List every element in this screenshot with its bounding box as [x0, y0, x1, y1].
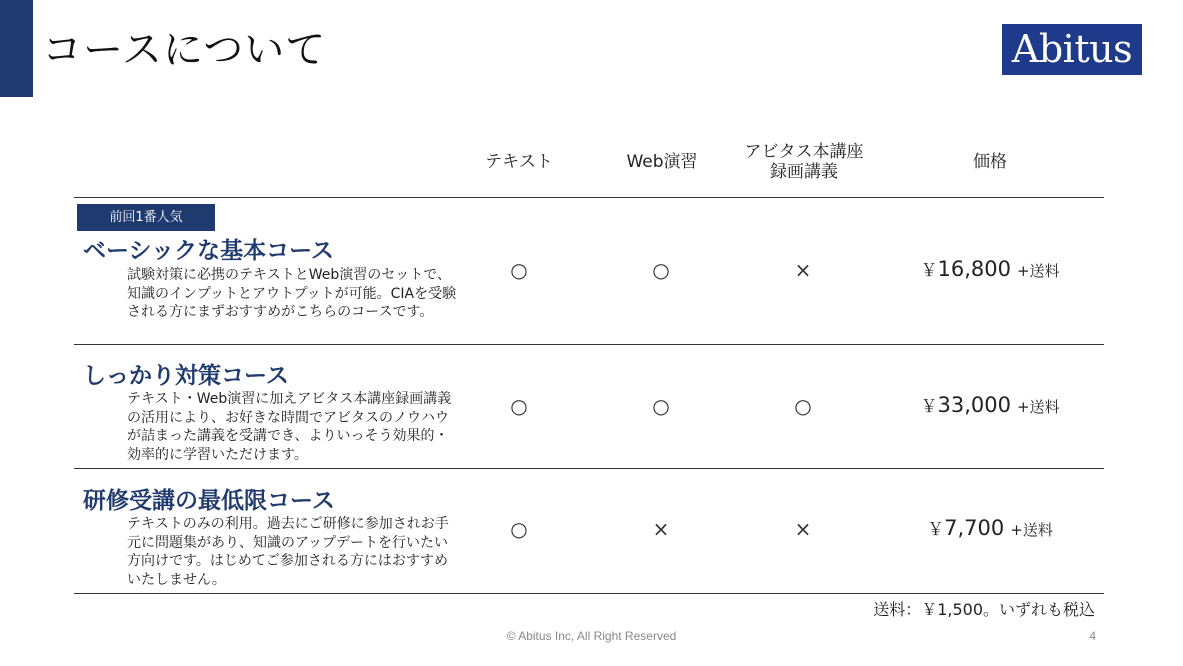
column-header-price: 価格 — [973, 152, 1007, 172]
course-name: 研修受講の最低限コース — [83, 488, 335, 514]
web-availability-mark: ○ — [652, 258, 670, 282]
yen-sign: ￥ — [920, 397, 938, 417]
price-amount: 7,700 — [944, 516, 1005, 540]
table-bottom-divider — [74, 593, 1104, 594]
text-availability-mark: ○ — [510, 258, 528, 282]
price-amount: 16,800 — [937, 257, 1011, 281]
course-name: しっかり対策コース — [83, 363, 289, 389]
recording-availability-mark: × — [794, 517, 812, 541]
price-amount: 33,000 — [937, 393, 1011, 417]
slide-title: コースについて — [42, 27, 327, 73]
course-price — [900, 515, 1080, 540]
text-availability-mark: ○ — [510, 517, 528, 541]
course-description: テキストのみの利用。過去にご研修に参加されお手元に問題集があり、知識のアップデートを行いたい方向けです。はじめてご参加される方にはおすすめいたしません。 — [127, 516, 449, 588]
course-description: テキスト・Web演習に加えアビタス本講座録画講義の活用により、お好きな時間でアビタスのノウハウが詰まった講義を受講でき、よりいっそう効果的・効率的に学習いただけます。 — [127, 391, 452, 463]
shipping-note: +送料 — [1016, 398, 1060, 416]
title-accent-bar — [0, 0, 33, 97]
popular-badge: 前回1番人気 — [77, 204, 215, 231]
shipping-note: +送料 — [1010, 521, 1053, 539]
shipping-footnote: 送料：￥1,500。いずれも税込 — [873, 600, 1095, 619]
copyright-notice: © Abitus Inc, All Right Reserved — [506, 629, 677, 643]
web-availability-mark: ○ — [652, 394, 670, 418]
course-description: 試験対策に必携のテキストとWeb演習のセットで、知識のインプットとアウトプットが可能。CIAを受験される方にまずおすすめがこちらのコースです。 — [127, 267, 457, 320]
column-header-text: テキスト — [485, 152, 553, 172]
course-price — [900, 256, 1080, 281]
abitus-logo: Abitus — [1002, 24, 1142, 75]
course-name: ベーシックな基本コース — [83, 238, 334, 264]
page-number: 4 — [1089, 629, 1096, 643]
row-divider — [74, 344, 1104, 345]
column-header-web: Web演習 — [626, 152, 698, 172]
web-availability-mark: × — [652, 517, 670, 541]
shipping-note: +送料 — [1016, 262, 1060, 280]
row-divider — [74, 468, 1104, 469]
column-header-recording: アビタス本講座 録画講義 — [744, 142, 864, 182]
table-header-divider — [74, 197, 1104, 198]
text-availability-mark: ○ — [510, 394, 528, 418]
recording-availability-mark: ○ — [794, 394, 812, 418]
recording-availability-mark: × — [794, 258, 812, 282]
course-price — [900, 392, 1080, 417]
yen-sign: ￥ — [927, 520, 945, 540]
yen-sign: ￥ — [920, 261, 938, 281]
